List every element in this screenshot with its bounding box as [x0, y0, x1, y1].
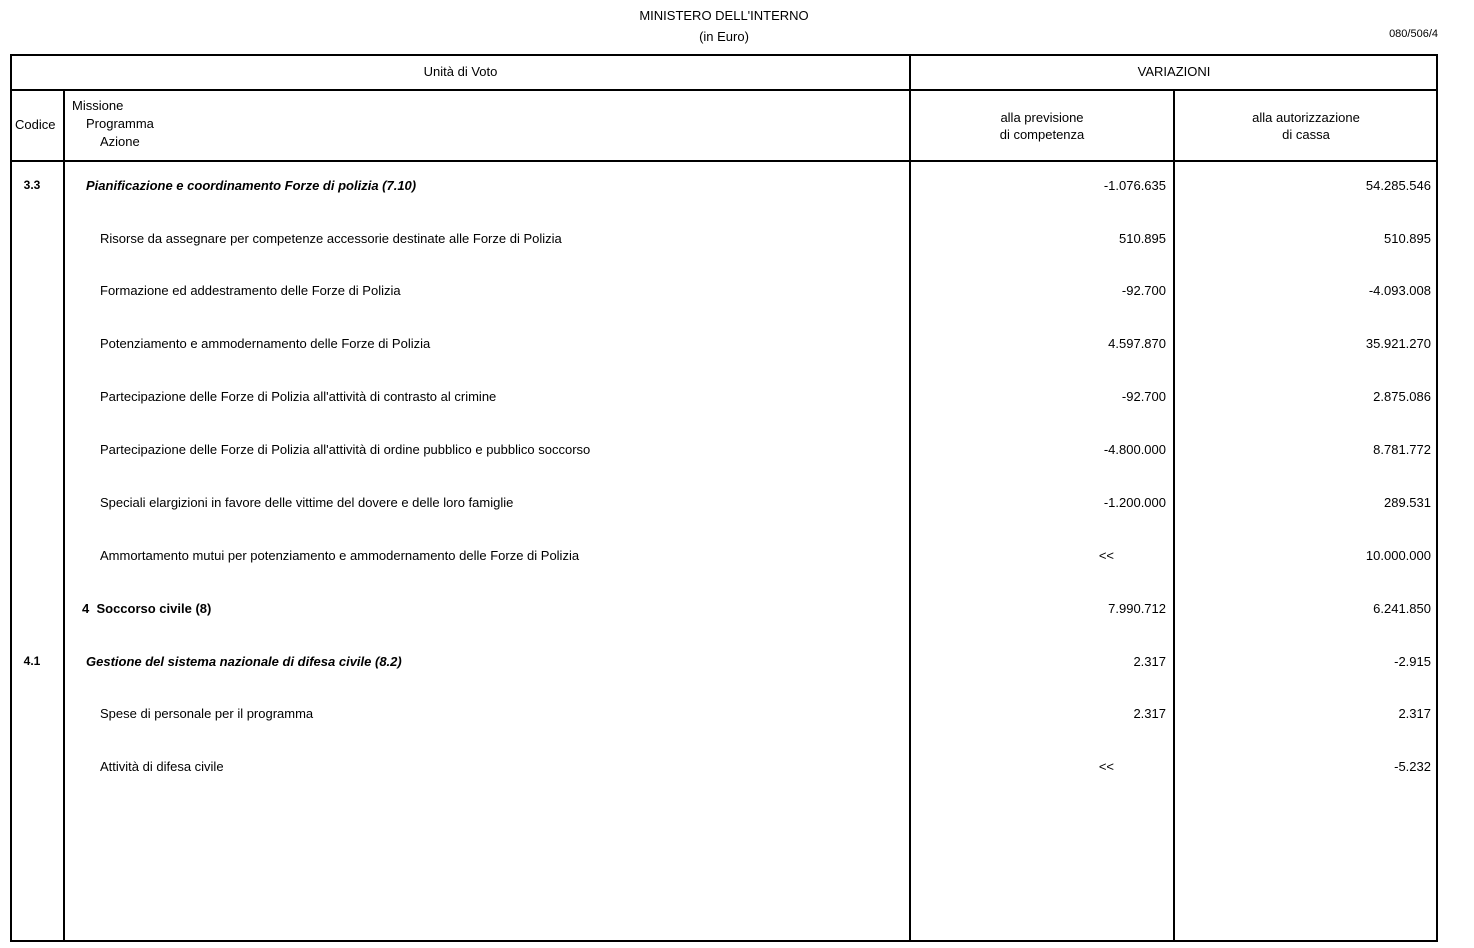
- row-cassa-value: 289.531: [1384, 495, 1431, 510]
- row-previsione-value: <<: [1098, 759, 1114, 774]
- header-unita-di-voto: Unità di Voto: [423, 64, 498, 79]
- row-previsione-value: -92.700: [1121, 283, 1166, 298]
- row-description: Potenziamento e ammodernamento delle Forze di Polizia: [100, 336, 431, 351]
- row-previsione-value: 510.895: [1119, 231, 1166, 246]
- row-description: Speciali elargizioni in favore delle vittime del dovere e delle loro famiglie: [100, 495, 514, 510]
- table-row: [0, 231, 1474, 251]
- table-row: [0, 654, 1474, 674]
- row-previsione-value: -1.200.000: [1103, 495, 1166, 510]
- row-description: Risorse da assegnare per competenze accessorie destinate alle Forze di Polizia: [100, 231, 562, 246]
- row-cassa-value: -2.915: [1394, 654, 1431, 669]
- row-cassa-value: 6.241.850: [1373, 601, 1431, 616]
- row-cassa-value: 2.317: [1398, 706, 1431, 721]
- row-cassa-value: 2.875.086: [1373, 389, 1431, 404]
- currency-note: (in Euro): [699, 29, 749, 44]
- row-code: 4.1: [23, 654, 41, 668]
- table-row: [0, 601, 1474, 621]
- row-description: Partecipazione delle Forze di Polizia all'attività di contrasto al crimine: [100, 389, 497, 404]
- row-previsione-value: <<: [1098, 548, 1114, 563]
- divider-header-bottom: [10, 160, 1438, 162]
- row-cassa-value: 54.285.546: [1365, 178, 1431, 193]
- row-code: 3.3: [23, 178, 41, 192]
- header-previsione-competenza: [911, 109, 1173, 143]
- table-row: [0, 442, 1474, 462]
- row-description: Spese di personale per il programma: [100, 706, 314, 721]
- divider-previsione-cassa: [1173, 90, 1175, 942]
- row-description: Formazione ed addestramento delle Forze di Polizia: [100, 283, 401, 298]
- row-description: Partecipazione delle Forze di Polizia all'attività di ordine pubblico e pubblico soccorso: [100, 442, 591, 457]
- row-previsione-value: 2.317: [1133, 654, 1166, 669]
- header-missione: Missione: [72, 98, 124, 113]
- row-description: Ammortamento mutui per potenziamento e ammodernamento delle Forze di Polizia: [100, 548, 580, 563]
- divider-header-top: [10, 89, 1438, 91]
- header-azione: Azione: [100, 134, 140, 149]
- row-cassa-value: 10.000.000: [1365, 548, 1431, 563]
- table-row: [0, 548, 1474, 568]
- row-description: Pianificazione e coordinamento Forze di polizia (7.10): [86, 178, 417, 193]
- row-description: Attività di difesa civile: [100, 759, 224, 774]
- table-row: [0, 336, 1474, 356]
- row-description: Gestione del sistema nazionale di difesa civile (8.2): [86, 654, 402, 669]
- row-cassa-value: -4.093.008: [1368, 283, 1431, 298]
- table-row: [0, 706, 1474, 726]
- row-cassa-value: 8.781.772: [1373, 442, 1431, 457]
- table-row: [0, 389, 1474, 409]
- header-cassa-line1: alla autorizzazione: [1252, 110, 1360, 125]
- row-cassa-value: 35.921.270: [1365, 336, 1431, 351]
- header-variazioni: VARIAZIONI: [1137, 64, 1211, 79]
- row-cassa-value: -5.232: [1394, 759, 1431, 774]
- table-row: [0, 283, 1474, 303]
- header-autorizzazione-cassa: [1175, 109, 1437, 143]
- table-row: [0, 495, 1474, 515]
- row-previsione-value: 7.990.712: [1108, 601, 1166, 616]
- divider-code-column: [63, 90, 65, 942]
- page-title: MINISTERO DELL'INTERNO: [639, 8, 809, 23]
- table-row: [0, 759, 1474, 779]
- header-previsione-line2: di competenza: [999, 127, 1085, 142]
- table-row: [0, 178, 1474, 198]
- header-previsione-line1: alla previsione: [1000, 110, 1084, 125]
- row-previsione-value: -92.700: [1121, 389, 1166, 404]
- row-previsione-value: -1.076.635: [1103, 178, 1166, 193]
- row-previsione-value: -4.800.000: [1103, 442, 1166, 457]
- document-reference: 080/506/4: [1389, 28, 1438, 40]
- row-previsione-value: 4.597.870: [1108, 336, 1166, 351]
- header-cassa-line2: di cassa: [1282, 127, 1330, 142]
- header-codice: Codice: [15, 117, 56, 132]
- header-programma: Programma: [86, 116, 154, 131]
- row-description: 4 Soccorso civile (8): [82, 601, 212, 616]
- row-previsione-value: 2.317: [1133, 706, 1166, 721]
- row-cassa-value: 510.895: [1384, 231, 1431, 246]
